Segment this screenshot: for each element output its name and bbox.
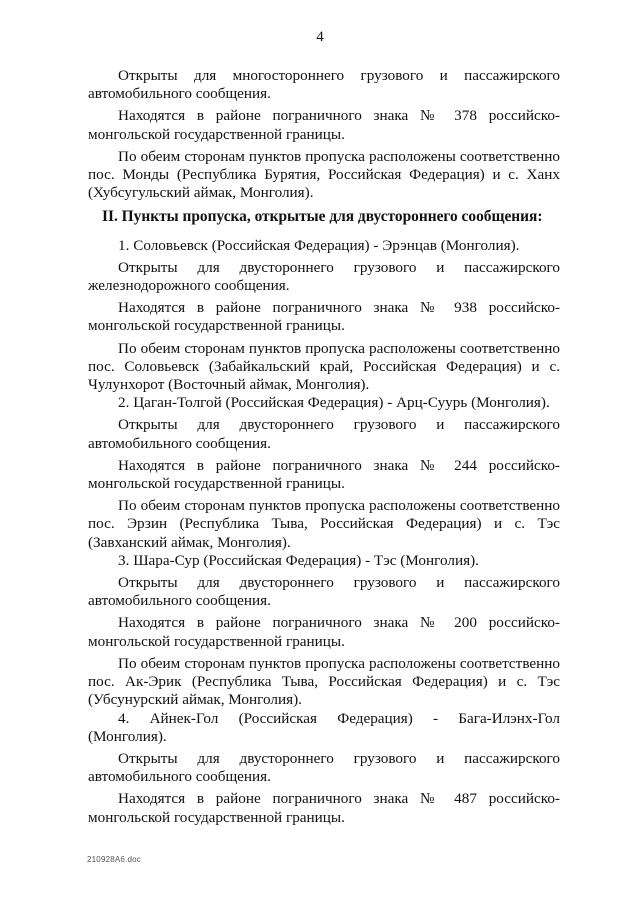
paragraph: Открыты для двустороннего грузового и пассажирского железнодорожного сообщения.: [88, 258, 560, 295]
checkpoint-title: 3. Шара-Сур (Российская Федерация) - Тэс (Монголия).: [118, 551, 479, 569]
document-body: [88, 67, 560, 827]
checkpoint-title: 2. Цаган-Толгой (Российская Федерация) - Арц-Суурь (Монголия).: [118, 394, 550, 412]
paragraph: Находятся в районе пограничного знака № 378 российско-монгольской государственной границы.: [88, 107, 560, 143]
checkpoint-title: 1. Соловьевск (Российская Федерация) - Эрэнцав (Монголия).: [118, 236, 520, 254]
paragraph: Находятся в районе пограничного знака № 487 российско-монгольской государственной границы.: [88, 790, 560, 826]
paragraph: Находятся в районе пограничного знака № 938 российско-монгольской государственной границы.: [88, 299, 560, 335]
paragraph: По обеим сторонам пунктов пропуска расположены соответственно пос. Ак-Эрик (Республика Тыва, Российская Федерация) и с. Тэс (Убсунурский аймак, Монголия).: [88, 654, 560, 709]
paragraph: По обеим сторонам пунктов пропуска расположены соответственно пос. Монды (Республика Бурятия, Российская Федерация) и с. Ханх (Хубсугульский аймак, Монголия).: [88, 147, 560, 202]
page-number: 4: [316, 29, 324, 45]
footer-file-code: 210928A6.doc: [87, 855, 142, 864]
paragraph: Открыты для многостороннего грузового и пассажирского автомобильного сообщения.: [88, 67, 560, 103]
paragraph: По обеим сторонам пунктов пропуска расположены соответственно пос. Эрзин (Республика Тыва, Российская Федерация) и с. Тэс (Завханский аймак, Монголия).: [88, 497, 560, 551]
paragraph: Открыты для двустороннего грузового и пассажирского автомобильного сообщения.: [88, 416, 560, 452]
paragraph: Находятся в районе пограничного знака № 244 российско-монгольской государственной границы.: [88, 456, 560, 493]
checkpoint-title: 4. Айнек-Гол (Российская Федерация) - Бага-Илэнх-Гол (Монголия).: [88, 709, 560, 745]
paragraph: Находятся в районе пограничного знака № 200 российско-монгольской государственной границы.: [88, 614, 560, 650]
paragraph: Открыты для двустороннего грузового и пассажирского автомобильного сообщения.: [88, 574, 560, 610]
paragraph: Открыты для двустороннего грузового и пассажирского автомобильного сообщения.: [88, 749, 560, 786]
paragraph: По обеим сторонам пунктов пропуска расположены соответственно пос. Соловьевск (Забайкальский край, Российская Федерация) и с. Чулунхорот (Восточный аймак, Монголия).: [88, 339, 560, 394]
section-heading: II. Пункты пропуска, открытые для двустороннего сообщения:: [102, 208, 543, 226]
